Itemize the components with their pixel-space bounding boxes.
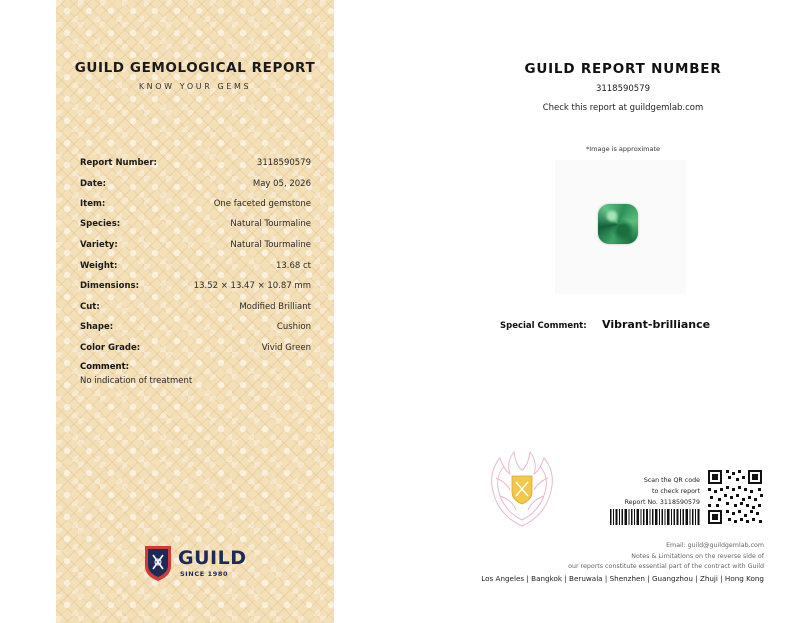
field-value: 3118590579 (256, 158, 311, 168)
guild-seal-icon (486, 448, 558, 532)
field-label: Shape: (80, 322, 114, 332)
field-value: Modified Brilliant (239, 302, 311, 312)
report-number-title: GUILD REPORT NUMBER (524, 61, 722, 77)
special-comment-label: Special Comment: (500, 321, 587, 331)
field-row-species (80, 217, 311, 231)
report-left-panel (56, 0, 334, 623)
field-label: Report Number: (80, 158, 157, 168)
footer-locations: Los Angeles | Bangkok | Beruwala | Shenzhen | Guangzhou | Zhuji | Hong Kong (481, 574, 764, 583)
field-row-variety (80, 238, 311, 252)
field-value: Natural Tourmaline (230, 240, 311, 250)
field-value: Cushion (276, 322, 311, 332)
guild-shield-icon (144, 544, 172, 582)
field-label: Date: (80, 179, 107, 189)
field-label: Color Grade: (80, 343, 141, 353)
logo-wordmark: GUILD (178, 547, 247, 569)
report-title: GUILD GEMOLOGICAL REPORT (74, 60, 316, 76)
field-label: Weight: (80, 261, 118, 271)
image-disclaimer: *Image is approximate (586, 145, 660, 153)
field-value: 13.52 × 13.47 × 10.87 mm (193, 281, 311, 291)
gemstone-photo (555, 160, 686, 294)
field-label: Cut: (80, 302, 100, 312)
field-row-weight (80, 259, 311, 273)
field-label: Item: (80, 199, 106, 209)
qr-instruction-line: Scan the QR code (643, 477, 700, 484)
field-label: Species: (80, 219, 121, 229)
field-label: Dimensions: (80, 281, 139, 291)
field-value: Vivid Green (261, 343, 311, 353)
qr-code-icon[interactable] (706, 468, 764, 526)
report-number-value: 3118590579 (595, 84, 651, 94)
field-row-item (80, 197, 311, 211)
comment-label: Comment: (80, 362, 130, 372)
logo-since: SINCE 1980 (180, 570, 229, 578)
verify-instructions: Check this report at guildgemlab.com (542, 103, 704, 113)
report-subtitle: KNOW YOUR GEMS (138, 82, 252, 91)
field-value: Natural Tourmaline (230, 219, 311, 229)
field-row-date (80, 177, 311, 191)
qr-report-number: Report No. 3118590579 (624, 499, 700, 506)
field-row-shape (80, 320, 311, 334)
gemstone-image (598, 204, 638, 244)
field-label: Variety: (80, 240, 118, 250)
field-row-color-grade (80, 341, 311, 355)
field-value: 13.68 ct (275, 261, 311, 271)
field-value: May 05, 2026 (252, 179, 311, 189)
barcode-icon (610, 509, 700, 525)
footer-notes: Notes & Limitations on the reverse side of (631, 553, 764, 560)
field-row-report-number (80, 156, 311, 170)
field-row-dimensions (80, 279, 311, 293)
qr-instruction-line: to check report (652, 488, 700, 495)
field-row-cut (80, 300, 311, 314)
special-comment-value: Vibrant-brilliance (602, 318, 711, 331)
field-value: One faceted gemstone (213, 199, 311, 209)
footer-notes: our reports constitute essential part of the contract with Guild (568, 563, 764, 570)
comment-value: No indication of treatment (80, 376, 193, 386)
footer-email: Email: guild@guildgemlab.com (666, 542, 764, 549)
guild-logo (144, 544, 254, 584)
